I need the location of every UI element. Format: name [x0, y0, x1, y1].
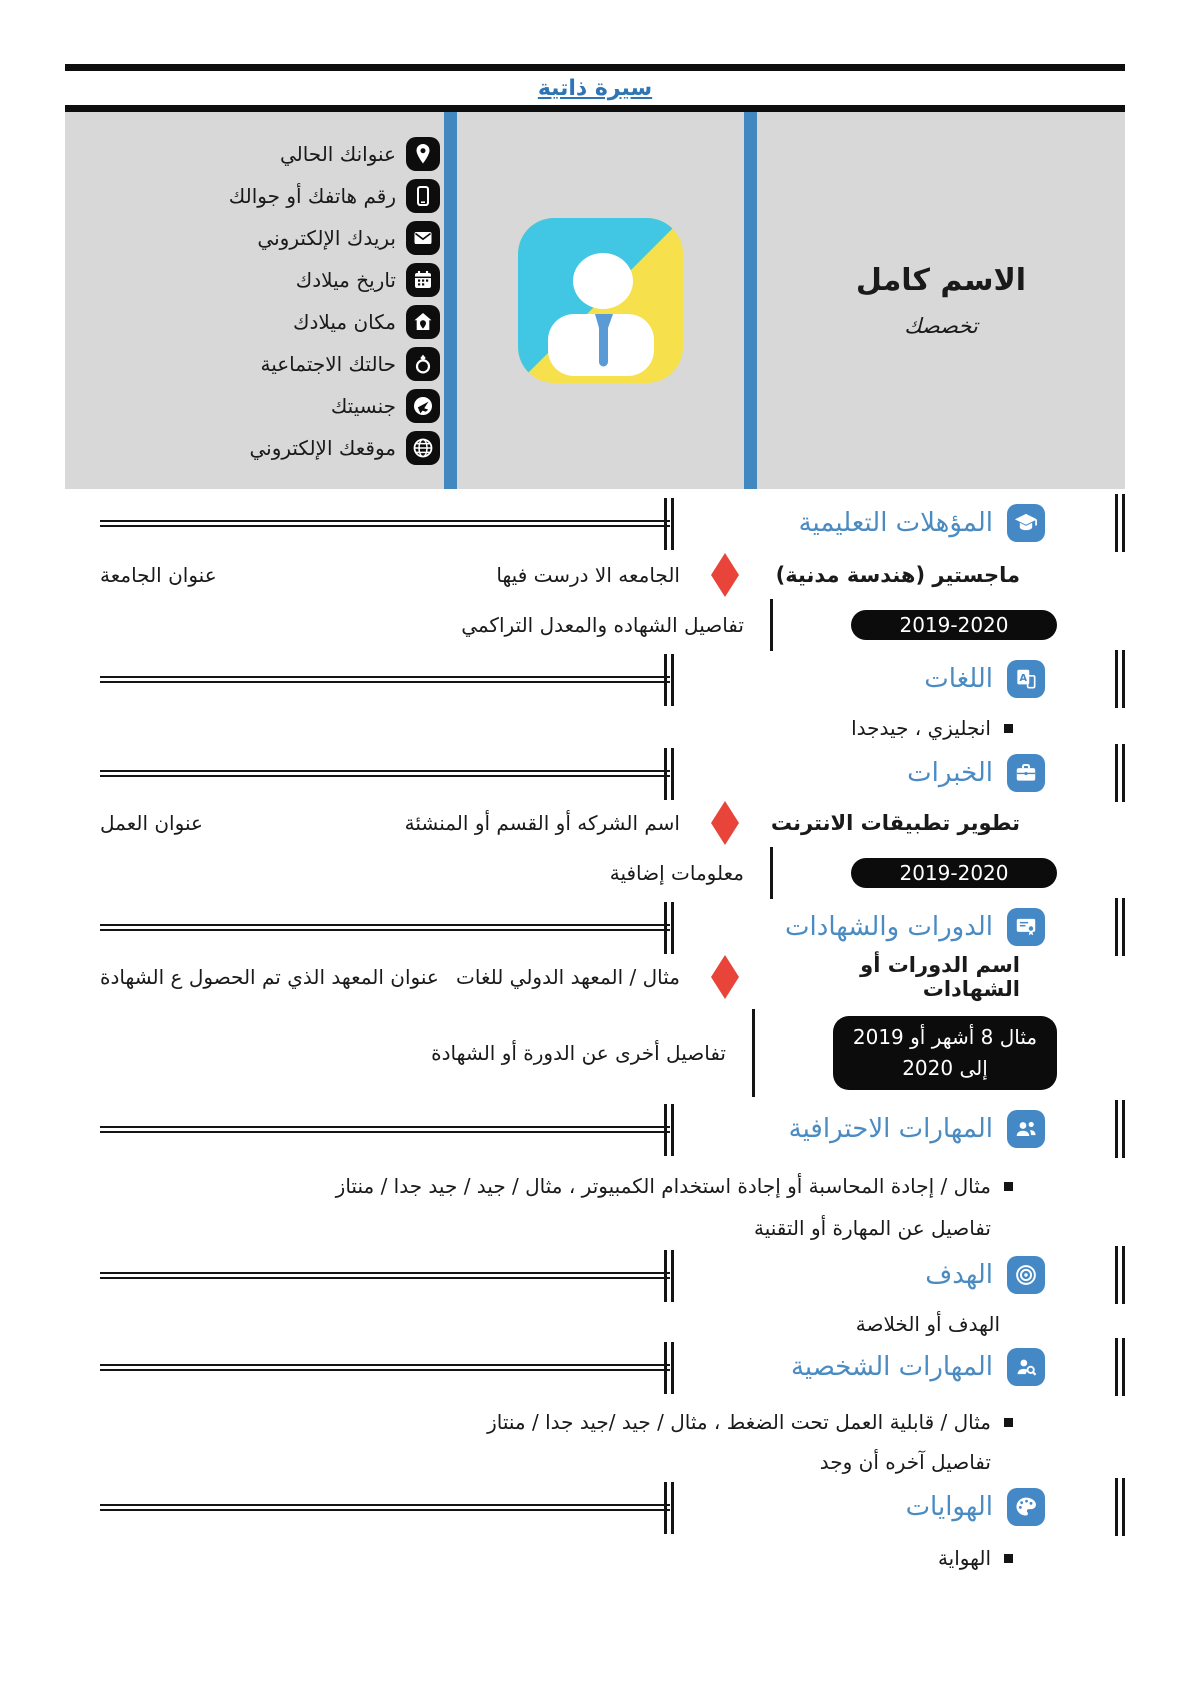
section-rule: [100, 1364, 670, 1371]
contact-row-email: [65, 221, 444, 255]
avatar-area: [457, 112, 744, 489]
language-text: انجليزي ، جيدجدا: [851, 716, 991, 740]
contact-label: موقعك الإلكتروني: [249, 435, 396, 460]
section-title: المؤهلات التعليمية: [798, 508, 993, 538]
double-bar-icon: [1115, 494, 1125, 552]
section-rule: [100, 770, 670, 777]
double-bar-icon: [1115, 1100, 1125, 1158]
vertical-separator: [752, 1009, 755, 1097]
period-line1: مثال 8 أشهر أو 2019: [852, 1025, 1038, 1049]
contact-label: عنوانك الحالي: [279, 141, 396, 166]
section-rule: [100, 676, 670, 683]
section-title: الهوايات: [905, 1492, 993, 1522]
personal-skill-text: مثال / قابلية العمل تحت الضغط ، مثال / جيد /جيد جدا / منتاز: [487, 1410, 991, 1434]
contact-row-address: [65, 137, 444, 171]
person-search-icon: [1007, 1348, 1045, 1386]
double-bar-icon: [1115, 744, 1125, 802]
bullet-icon: [1004, 1182, 1013, 1191]
contact-row-website: [65, 431, 444, 465]
education-entry: [65, 553, 1125, 597]
section-hobbies-header: [65, 1479, 1125, 1535]
section-objective-header: [65, 1247, 1125, 1303]
page-title: [0, 71, 1190, 105]
home-pin-icon: [406, 305, 440, 339]
translate-icon: [1007, 660, 1045, 698]
double-bar-icon: [1115, 1338, 1125, 1396]
courses-entry: [65, 955, 1125, 999]
section-rule: [100, 1504, 670, 1511]
contact-row-birthdate: [65, 263, 444, 297]
location-pin-icon: [406, 137, 440, 171]
section-rule: [100, 1272, 670, 1279]
professional-skill-text: مثال / إجادة المحاسبة أو إجادة استخدام الكمبيوتر ، مثال / جيد / جيد جدا / منتاز: [335, 1174, 991, 1198]
period-badge: 2019-2020: [851, 610, 1057, 640]
graduation-cap-icon: [1007, 504, 1045, 542]
specialty: تخصصك: [904, 314, 978, 338]
contact-row-nationality: [65, 389, 444, 423]
people-group-icon: [1007, 1110, 1045, 1148]
vertical-separator: [770, 599, 773, 651]
courses-period-row: [65, 1009, 1125, 1097]
full-name: الاسم كامل: [855, 263, 1027, 298]
section-rule: [100, 924, 670, 931]
section-rule: [100, 520, 670, 527]
section-title: الخبرات: [907, 758, 993, 788]
section-professional-skills-header: [65, 1101, 1125, 1157]
period-badge: 2019-2020: [851, 858, 1057, 888]
period-badge: [833, 1016, 1057, 1090]
diamond-icon: [680, 552, 770, 598]
experience-period-row: [65, 847, 1125, 899]
email-envelope-icon: [406, 221, 440, 255]
calendar-icon: [406, 263, 440, 297]
section-title: الدورات والشهادات: [785, 912, 993, 942]
experience-details: معلومات إضافية: [609, 861, 744, 885]
bullet-icon: [1004, 1554, 1013, 1563]
ring-icon: [406, 347, 440, 381]
page-title-text: سيرة ذاتية: [537, 75, 653, 101]
bullet-icon: [1004, 724, 1013, 733]
top-rule: [65, 64, 1125, 71]
details-text: تفاصيل عن المهارة أو التقنية: [753, 1216, 991, 1240]
double-bar-icon: [1115, 1246, 1125, 1304]
header-divider-bar-left: [444, 112, 457, 489]
bullet-icon: [1004, 1418, 1013, 1427]
course-institute: مثال / المعهد الدولي للغات: [456, 965, 680, 989]
contact-label: جنسيتك: [330, 393, 396, 418]
objective-text-row: [65, 1309, 1125, 1339]
contact-label: حالتك الاجتماعية: [260, 351, 396, 376]
section-title: المهارات الاحترافية: [788, 1114, 993, 1144]
period-line2: إلى 2020: [902, 1056, 988, 1080]
double-bar-icon: [1115, 898, 1125, 956]
objective-text: الهدف أو الخلاصة: [855, 1312, 1000, 1336]
section-title: المهارات الشخصية: [790, 1352, 993, 1382]
section-experience-header: [65, 745, 1125, 801]
section-title: الهدف: [925, 1260, 993, 1290]
hobby-item: [65, 1543, 1125, 1573]
education-period-row: [65, 599, 1125, 651]
vertical-separator: [770, 847, 773, 899]
nationality-globe-icon: [406, 389, 440, 423]
section-rule: [100, 1126, 670, 1133]
diamond-icon: [680, 954, 770, 1000]
contact-label: تاريخ ميلادك: [295, 267, 396, 292]
header-top-rule: [65, 105, 1125, 112]
personal-skill-details: [65, 1447, 1125, 1477]
briefcase-icon: [1007, 754, 1045, 792]
section-personal-skills-header: [65, 1339, 1125, 1395]
education-address: عنوان الجامعة: [100, 563, 217, 587]
education-degree: ماجستير (هندسة مدنية): [775, 563, 1020, 587]
contact-label: بريدك الإلكتروني: [257, 225, 396, 250]
contact-row-phone: [65, 179, 444, 213]
header-divider-bar-right: [744, 112, 757, 489]
diamond-icon: [680, 800, 770, 846]
double-bar-icon: [1115, 1478, 1125, 1536]
experience-entry: [65, 801, 1125, 845]
details-text: تفاصيل آخره أن وجد: [819, 1450, 991, 1474]
name-area: [757, 112, 1125, 489]
courses-details: تفاصيل أخرى عن الدورة أو الشهادة: [431, 1041, 726, 1065]
double-bar-icon: [1115, 650, 1125, 708]
section-courses-header: [65, 899, 1125, 955]
contact-label: رقم هاتفك أو جوالك: [228, 183, 396, 208]
course-address: عنوان المعهد الذي تم الحصول ع الشهادة: [100, 965, 439, 989]
experience-company: اسم الشركه أو القسم أو المنشئة: [404, 811, 680, 835]
palette-icon: [1007, 1488, 1045, 1526]
certificate-icon: [1007, 908, 1045, 946]
contact-label: مكان ميلادك: [293, 309, 396, 334]
professional-skill-item: [65, 1171, 1125, 1201]
hobby-text: الهواية: [937, 1546, 991, 1570]
professional-skill-details: [65, 1213, 1125, 1243]
course-name: اسم الدورات أو الشهادات: [860, 953, 1020, 1001]
education-details: تفاصيل الشهاده والمعدل التراكمي: [461, 613, 744, 637]
section-education-header: [65, 495, 1125, 551]
contact-row-marital-status: [65, 347, 444, 381]
education-institution: الجامعه الا درست فيها: [496, 563, 680, 587]
section-title: اللغات: [924, 664, 993, 694]
personal-skill-item: [65, 1407, 1125, 1437]
contact-list: [65, 112, 444, 489]
mobile-phone-icon: [406, 179, 440, 213]
header: [65, 112, 1125, 489]
sections: [65, 495, 1125, 1573]
experience-role: تطوير تطبيقات الانترنت: [770, 811, 1020, 835]
language-item: [65, 713, 1125, 743]
avatar: [518, 218, 683, 383]
target-icon: [1007, 1256, 1045, 1294]
svg-text:A: A: [1019, 672, 1028, 684]
section-languages-header: [65, 651, 1125, 707]
website-globe-icon: [406, 431, 440, 465]
contact-row-birthplace: [65, 305, 444, 339]
experience-address: عنوان العمل: [100, 811, 203, 835]
